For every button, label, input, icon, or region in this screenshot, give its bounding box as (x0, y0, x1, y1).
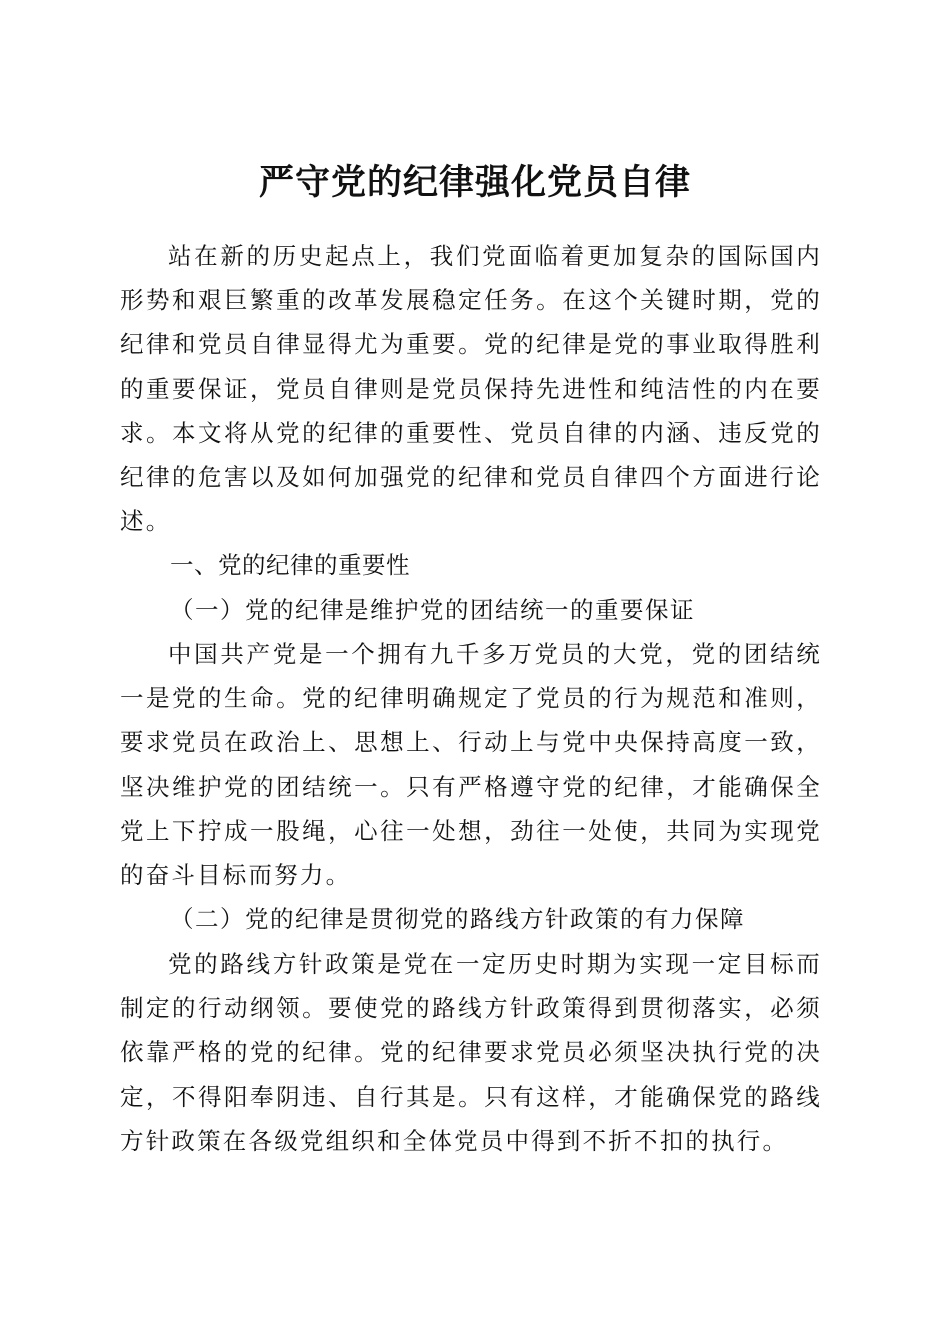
document-title: 严守党的纪律强化党员自律 (258, 162, 691, 204)
section-heading: 一、党的纪律的重要性 (170, 551, 410, 579)
subsection-body-1: 中国共产党是一个拥有九千多万党员的大党，党的团结统一是党的生命。党的纪律明确规定了党员的行为规范和准则，要求党员在政治上、思想上、行动上与党中央保持高度一致，坚决维护党的团结统一。只有严格遵守党的纪律，才能确保全党上下拧成一股绳，心往一处想，劲往一处使，共同为实现党的奋斗目标而努力。 (120, 640, 822, 890)
intro-paragraph: 站在新的历史起点上，我们党面临着更加复杂的国际国内形势和艰巨繁重的改革发展稳定任务。在这个关键时期，党的纪律和党员自律显得尤为重要。党的纪律是党的事业取得胜利的重要保证，党员自律则是党员保持先进性和纯洁性的内在要求。本文将从党的纪律的重要性、党员自律的内涵、违反党的纪律的危害以及如何加强党的纪律和党员自律四个方面进行论述。 (120, 242, 822, 536)
subsection-heading-2: （二）党的纪律是贯彻党的路线方针政策的有力保障 (170, 905, 745, 933)
subsection-heading-1: （一）党的纪律是维护党的团结统一的重要保证 (170, 596, 695, 624)
subsection-body-2: 党的路线方针政策是党在一定历史时期为实现一定目标而制定的行动纲领。要使党的路线方针政策得到贯彻落实，必须依靠严格的党的纪律。党的纪律要求党员必须坚决执行党的决定，不得阳奉阴违、自行其是。只有这样，才能确保党的路线方针政策在各级党组织和全体党员中得到不折不扣的执行。 (120, 950, 822, 1155)
